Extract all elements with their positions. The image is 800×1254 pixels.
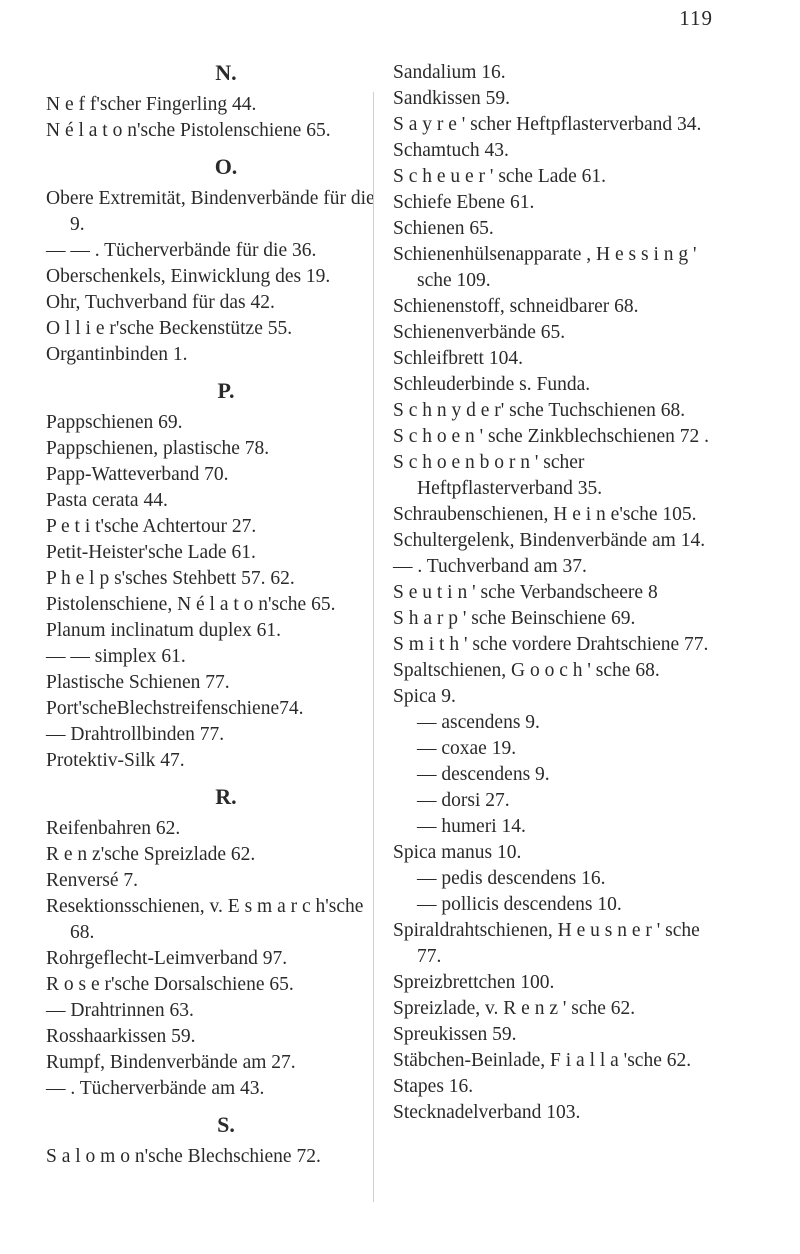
index-entry: Obere Extremität, Bindenverbände für die 9. <box>46 188 375 235</box>
index-entry: N é l a t o n'sche Pistolenschiene 65. <box>46 120 331 141</box>
index-entry: Spica 9. <box>393 686 456 707</box>
index-entry: — . Tücherverbände am 43. <box>46 1078 265 1099</box>
index-entry: Stäbchen-Beinlade, F i a l l a 'sche 62. <box>393 1050 692 1071</box>
index-entry: Protektiv-Silk 47. <box>46 750 185 771</box>
index-entry: Schiefe Ebene 61. <box>393 192 535 213</box>
index-entry: S a l o m o n'sche Blechschiene 72. <box>46 1146 321 1167</box>
index-subentry: — humeri 14. <box>417 816 526 837</box>
index-entry: — . Tuchverband am 37. <box>393 556 587 577</box>
index-entry: — Drahtrinnen 63. <box>46 1000 194 1021</box>
index-entry: S c h n y d e r' sche Tuchschienen 68. <box>393 400 686 421</box>
index-entry: Stapes 16. <box>393 1076 474 1097</box>
index-entry: Resektionsschienen, v. E s m a r c h'sche 68. <box>46 896 364 943</box>
index-entry: S c h e u e r ' sche Lade 61. <box>393 166 607 187</box>
index-entry: Spreizbrettchen 100. <box>393 972 555 993</box>
index-entry: Ohr, Tuchverband für das 42. <box>46 292 275 313</box>
column-divider <box>373 92 374 1202</box>
index-entry: Papp-Watteverband 70. <box>46 464 229 485</box>
index-entry: Schienenstoff, schneidbarer 68. <box>393 296 639 317</box>
right-column <box>393 60 723 1126</box>
index-entry: Pistolenschiene, N é l a t o n'sche 65. <box>46 594 336 615</box>
index-entry: — Drahtrollbinden 77. <box>46 724 225 745</box>
index-entry: S h a r p ' sche Beinschiene 69. <box>393 608 636 629</box>
index-entry: Pappschienen 69. <box>46 412 183 433</box>
index-entry: Petit-Heister'sche Lade 61. <box>46 542 256 563</box>
index-entry: Organtinbinden 1. <box>46 344 188 365</box>
index-entry: Schultergelenk, Bindenverbände am 14. <box>393 530 706 551</box>
index-entry: Oberschenkels, Einwicklung des 19. <box>46 266 331 287</box>
index-subentry: — coxae 19. <box>417 738 517 759</box>
section-letter: R. <box>215 784 237 809</box>
index-entry: Schleuderbinde s. Funda. <box>393 374 591 395</box>
index-entry: Schienenhülsenapparate , H e s s i n g ' sche 109. <box>393 244 697 291</box>
index-entry: Planum inclinatum duplex 61. <box>46 620 282 641</box>
index-entry: Stecknadelverband 103. <box>393 1102 581 1123</box>
index-entry: Rumpf, Bindenverbände am 27. <box>46 1052 296 1073</box>
index-entry: O l l i e r'sche Beckenstütze 55. <box>46 318 293 339</box>
index-entry: R o s e r'sche Dorsalschiene 65. <box>46 974 294 995</box>
index-entry: Spaltschienen, G o o c h ' sche 68. <box>393 660 660 681</box>
index-entry: P e t i t'sche Achtertour 27. <box>46 516 257 537</box>
index-entry: Renversé 7. <box>46 870 139 891</box>
index-entry: Schienenverbände 65. <box>393 322 566 343</box>
index-subentry: — ascendens 9. <box>417 712 540 733</box>
index-entry: Spreizlade, v. R e n z ' sche 62. <box>393 998 636 1019</box>
index-entry: S m i t h ' sche vordere Drahtschiene 77. <box>393 634 709 655</box>
index-entry: Schraubenschienen, H e i n e'sche 105. <box>393 504 697 525</box>
index-subentry: — pollicis descendens 10. <box>417 894 622 915</box>
page-number: 119 <box>679 6 713 30</box>
index-entry: Rohrgeflecht-Leimverband 97. <box>46 948 288 969</box>
index-entry: Pasta cerata 44. <box>46 490 168 511</box>
index-entry: N e f f'scher Fingerling 44. <box>46 94 257 115</box>
index-entry: Spreukissen 59. <box>393 1024 517 1045</box>
index-entry: S c h o e n b o r n ' scher Heftpflasterverband 35. <box>393 452 603 499</box>
index-entry: Port'scheBlechstreifenschiene74. <box>46 698 304 719</box>
index-entry: Sandkissen 59. <box>393 88 510 109</box>
index-subentry: — descendens 9. <box>417 764 550 785</box>
section-letter: N. <box>215 60 237 85</box>
index-entry: Rosshaarkissen 59. <box>46 1026 196 1047</box>
index-entry: Schleifbrett 104. <box>393 348 523 369</box>
index-entry: R e n z'sche Spreizlade 62. <box>46 844 256 865</box>
index-subentry: — dorsi 27. <box>417 790 510 811</box>
index-entry: S c h o e n ' sche Zinkblechschienen 72 . <box>393 426 709 447</box>
index-entry: Schienen 65. <box>393 218 494 239</box>
index-entry: Schamtuch 43. <box>393 140 509 161</box>
section-letter: P. <box>217 378 235 403</box>
index-entry: — — simplex 61. <box>46 646 186 667</box>
index-subentry: — pedis descendens 16. <box>417 868 606 889</box>
index-entry: Spica manus 10. <box>393 842 522 863</box>
index-entry: S a y r e ' scher Heftpflasterverband 34. <box>393 114 702 135</box>
index-entry: Plastische Schienen 77. <box>46 672 230 693</box>
index-entry: Spiraldrahtschienen, H e u s n e r ' sche 77. <box>393 920 700 967</box>
index-entry: Pappschienen, plastische 78. <box>46 438 270 459</box>
section-letter: S. <box>217 1112 235 1137</box>
index-entry: — — . Tücherverbände für die 36. <box>46 240 317 261</box>
index-entry: Sandalium 16. <box>393 62 506 83</box>
index-entry: S e u t i n ' sche Verbandscheere 8 <box>393 582 658 603</box>
index-entry: P h e l p s'sches Stehbett 57. 62. <box>46 568 295 589</box>
left-column <box>46 60 376 1170</box>
index-entry: Reifenbahren 62. <box>46 818 181 839</box>
section-letter: O. <box>214 154 238 179</box>
